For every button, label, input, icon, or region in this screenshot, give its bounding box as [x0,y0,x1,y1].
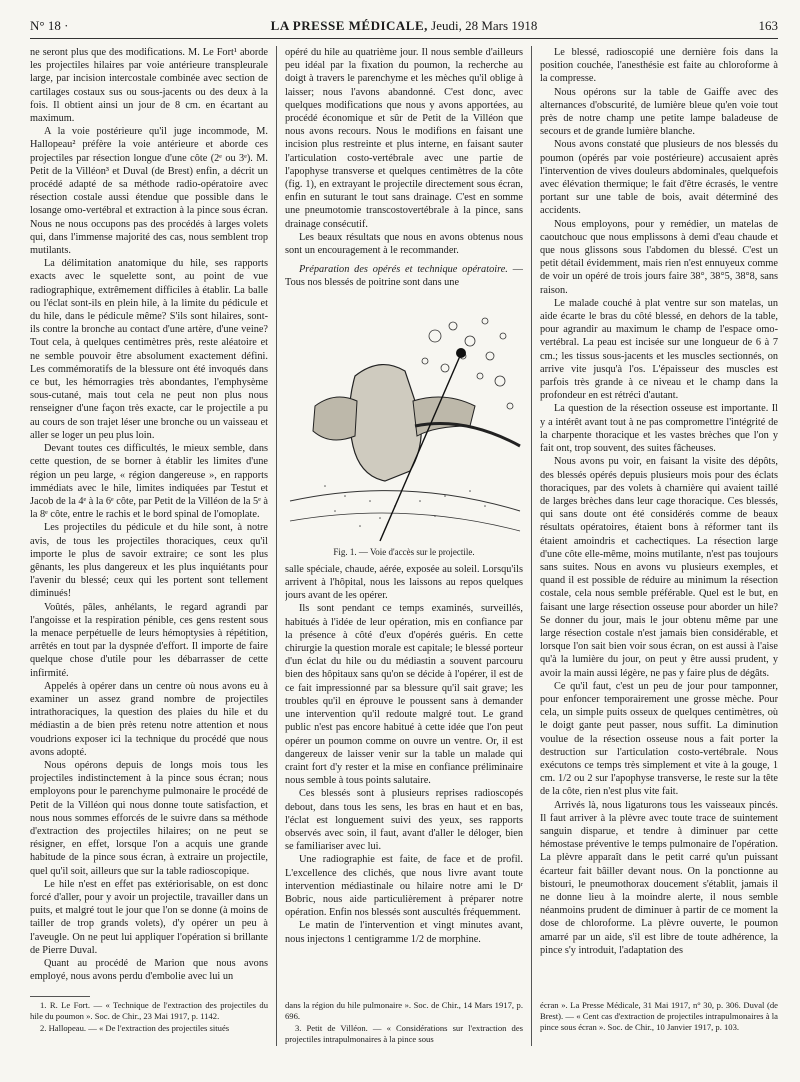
paragraph: opéré du hile au quatrième jour. Il nous semble d'ailleurs peu idéal par la fixation du poumon, la recherche au doigt à travers le parenchyme et les mèches qu'il oblige à laisser; nous l'avons abandonné. C'est donc, avec quelques modifications que nous y avons apportées, au procédé économique et sûr de Petit de la Villéon que nous avons recours. Nous le modifions en faisant une incision plus restreinte et plus interne, en faisant sauter l'articulation costo-vertébrale avec une partie de l'apophyse transverse et quelques centimètres de la côte (fig. 1), en extrayant le projectile directement sous écran, enfin en suturant le tout sans drainage. C'est en somme une pneumotomie transcostovertébrale à la pince, sans drainage consécutif. [285,47,523,230]
footnote: 3. Petit de Villéon. — « Considérations sur l'extraction des projectiles intrapulmonaires à la pince sous [285,1023,523,1044]
paragraph: Ces blessés sont à plusieurs reprises radioscopés debout, dans tous les sens, les bras en haut et en bas, l'éclat est longuement suivi des yeux, ses rapports observés avec soin, il faut, avant d'aller le déloger, bien se familiariser avec lui. [285,788,523,853]
paragraph: Appelés à opérer dans un centre où nous avons eu à examiner un assez grand nombre de projectiles intrathoraciques, la question des plaies du hile et du médiastin a de bien près retenu notre attention et nous voudrions exposer ici la technique du procédé que nous avons adopté. [30,680,268,758]
paragraph-text: — Tous nos blessés de poitrine sont dans une [285,264,523,289]
footnote: 1. R. Le Fort. — « Technique de l'extraction des projectiles du hile du poumon ». Soc. de Chir., 23 Mai 1917, p. 1142. [30,1000,268,1021]
paragraph: Ils sont pendant ce temps examinés, surveillés, habitués à l'idée de leur opération, mis en confiance par la présence à côté d'eux d'opérés guéris. En cette chirurgie la question morale est capitale; le blessé porteur d'un éclat du hile ou du médiastin a souvent parcouru bien des hôpitaux sans qu'on se décide à l'opérer, il est de ce fait impressionné par sa blessure qu'il sait grave; les troubles qu'il en éprouve le poussent sans à demander une intervention qu'il redoute malgré tout. Le grand public n'est pas encore habitué à cette idée que l'on peut opérer un poumon comme on ouvre un ventre. Or, il est dangereux de laisser venir sur la table un malade qui craint fort d'y rester et la mise en confiance préliminaire nous semble à tous points salutaire. [285,603,523,787]
journal-name: LA PRESSE MÉDICALE, [270,18,428,33]
figure-1 [285,296,523,559]
section-paragraph [285,263,523,289]
paragraph: Nous employons, pour y remédier, un matelas de caoutchouc que nous emplissons à demi d'eau chaude et que nous glissons sous l'abdomen du blessé. C'est un petit détail évidemment, mais rien n'est ennuyeux comme de voir un opéré de trois jours faire 38°, 38°5, 38°8, sans raison. [540,218,778,296]
footnotes-column-1 [30,1000,268,1035]
page-header [30,16,778,39]
page-number: 163 [758,18,778,33]
column-divider [531,46,532,1046]
anatomical-illustration [285,296,523,546]
paragraph: La question de la résection osseuse est importante. Il y a intérêt avant tout à ne pas compromettre l'intégrité de la charpente thoracique et les vastes brèches que l'on y fait ont, trop souvent, des suites fâcheuses. [540,403,778,455]
paragraph: Nous opérons sur la table de Gaiffe avec des alternances d'obscurité, de lumière bleue qu'en voie tout près de notre champ une petite lampe baladeuse de secours et de grande lumière blanche. [540,86,778,138]
paragraph: Nous opérons depuis de longs mois tous les projectiles indistinctement à la pince sous écran; nous employons pour le parenchyme pulmonaire le procédé de Petit de la Villéon qui nous donne toute satisfaction, et nous nous sommes efforcés de le suivre dans sa méthode d'extraction des projectiles hilaires; on ne peut se résigner, en effet, lorsque l'on a acquis une grande habitude de la pince sous écran, à extraire un projectile, quel qu'il soit, ailleurs que sur la table radioscopique. [30,759,268,877]
column-1 [30,46,268,994]
paragraph: Une radiographie est faite, de face et de profil. L'excellence des clichés, que nous livre avant toute intervention médiastinale ou hilaire notre ami le Dʳ Bobric, nous aide particulièrement à préparer notre opération. Enfin nos blessés sont auscultés fréquemment. [285,854,523,919]
paragraph: Le blessé, radioscopié une dernière fois dans la position couchée, l'anesthésie est faite au chloroforme à la compresse. [540,47,778,85]
paragraph: Le malade couché à plat ventre sur son matelas, un aide écarte le bras du côté blessé, en dehors de la table, pour agrandir au maximum le champ de l'espace omo-vertébral. La peau est incisée sur une longueur de 6 à 7 cm.; les tissus sous-jacents et les muscles sectionnés, on arrive vite jusqu'à l'os. L'épaisseur des muscles est parfois très grande à ce niveau et le champ dans la profondeur en est rétréci d'autant. [540,297,778,402]
paragraph: Voûtés, pâles, anhélants, le regard agrandi par l'angoisse et la respiration pénible, ces gens restent sous la menace perpétuelle de leurs hémoptysies à répétition, arrêtés en tout par la dyspnée d'effort. Il importe de faire quelque chose d'utile pour les débarrasser de cette infirmité. [30,601,268,679]
paragraph: Nous avons constaté que plusieurs de nos blessés du poumon (opérés par voie postérieure) accusaient après l'intervention de vives douleurs abdominales, quelquefois avec élévation thermique; le fait d'être écrasés, le ventre portant sur une table de bois, avait déterminé des accidents. [540,139,778,217]
section-heading: Préparation des opérés et technique opératoire. [299,264,508,276]
footnote: 2. Hallopeau. — « De l'extraction des projectiles situés [40,1023,230,1033]
paragraph: Le hile n'est en effet pas extériorisable, on est donc forcé d'aller, pour y avoir un projectile, travailler dans un puits, et malgré tout le jour que l'on se donne (à moins de tailler de trop grands volets), d'y opérer un peu à l'aveugle. On ne peut lui appliquer l'opération si brillante de Pierre Duval. [30,878,268,956]
column-divider [276,46,277,1046]
paragraph: Ce qu'il faut, c'est un peu de jour pour tamponner, pour enfoncer temporairement une grosse mèche. Pour cela, un simple puits osseux de quelques centimètres, où le doigt gante peut passer, nous suffit. La diminution voulue de la résection osseuse nous a fait porter la destruction sur l'articulation costo-vertébrale. Nous exécutons ce temps très simplement et vite à la gouge, 1 cm. 1/2 ou 2 sur l'apophyse transverse, le reste sur la tête de la côte, rien n'est plus vite fait. [540,680,778,798]
paragraph: Le matin de l'intervention et vingt minutes avant, nous injectons 1 centigramme 1/2 de morphine. [285,920,523,945]
paragraph: Quant au procédé de Marion que nous avons employé, nous avons perdu d'embolie avec lui un [30,958,268,983]
footnotes-column-3 [540,1000,778,1034]
paragraph: Les projectiles du pédicule et du hile sont, à notre avis, de tous les projectiles thoraciques, ceux qu'il importe le plus de savoir extraire; ce sont les plus gênants, les plus dangereux et les plus inquiétants pour l'avenir du blessé; ceux qui les portent sont tellement diminués! [30,522,268,600]
paragraph: A la voie postérieure qu'il juge incommode, M. Hallopeau² préfère la voie antérieure et aborde ces projectiles par résection longue d'une côte (2ᵉ ou 3ᵉ). M. Petit de la Villéon³ et Duval (de Brest) enfin, a décrit un procédé adapté de sa méthode radio-opératoire avec résection costale aussi étendue que possible dans le losange omo-vertébral et extraction à la pince sous écran. Nous ne nous occupons pas des procédés à larges volets qui, dans l'immense majorité des cas, nous semblent trop mutilants. [30,126,268,257]
paragraph: La délimitation anatomique du hile, ses rapports exacts avec le squelette sont, au point de vue radiographique, extrêmement difficiles à établir. La balle ou l'éclat sont-ils en plein hile, à la limite du pédicule et du hile, dans le pédicule même? S'ils sont hilaires, sont-ils contre la bronche au contact d'une artère, d'une veine? Tout cela, à quelques centimètres près, reste aléatoire et ne semble pouvoir être absolument exactement défini. Les commémoratifs de la blessure ont été invoqués dans ce but, les hémorragies très abondantes, l'emphysème sous-cutané, mais tout cela ne peut non plus nous renseigner d'une façon très exacte, car le projectile a pu au cours de son trajet léser une bronche ou un vaisseau et aller se loger un peu plus loin. [30,258,268,441]
paragraph: Arrivés là, nous ligaturons tous les vaisseaux pincés. Il faut arriver à la plèvre avec toute trace de suintement sanguin disparue, et tendre à diminuer par cette hémostase préventive le temps pulmonaire de l'opération. La plèvre apparaît dans le petit carré qu'un puissant écarteur fait bâiller devant nous. On la ponctionne au bistouri, le pneumothorax doucement s'établit, jamais il ne donne lieu à la moindre alerte, il nous semble néanmoins prudent de diminuer à partir de ce moment la dose de chloroforme. La plèvre ouverte, le poumon amarré par un aide, s'il est libre de toute adhérence, la pince s'y introduit, l'adaptation des [540,799,778,956]
footnote-separator [30,996,90,997]
journal-title [30,18,778,34]
paragraph: Devant toutes ces difficultés, le mieux semble, dans cette question, de se borner à établir les limites d'une région un peu large, « région dangereuse », en rapports immédiats avec le hile, limites indiquées par Testut et Jacob de la 4ᵉ à la 6ᵉ côte, par Petit de la Villéon de la 5ᵉ à la 8ᵉ côte, entre le rachis et le bord spinal de l'omoplate. [30,443,268,521]
footnote: écran ». La Presse Médicale, 31 Mai 1917, n° 30, p. 306. Duval (de Brest). — « Cent cas d'extraction de projectiles intrapulmonaires à la pince sous écran ». Soc. de Chir., 10 Janvier 1917, p. 103. [540,1000,778,1032]
issue-date: Jeudi, 28 Mars 1918 [431,18,538,33]
footnote: dans la région du hile pulmonaire ». Soc. de Chir., 14 Mars 1917, p. 696. [285,1000,523,1021]
paragraph: ne seront plus que des modifications. M. Le Fort¹ aborde les projectiles hilaires par voie antérieure transpleurale large, par incision intercostale combinée avec section de cartilages costaux sus ou sous-jacents ou des deux à la fois. Il obtient ainsi un jour de 8 cm. en écartant au maximum. [30,47,268,125]
paragraph: Nous avons pu voir, en faisant la visite des dépôts, des blessés opérés depuis plusieurs mois pour des éclats thoraciques, par des volets à charnière qui avaient taillé de larges brèches dans leur cage thoracique. Ces blessés, qui sans doute ont été considérés comme de beaux résultats opératoires, étaient bons à réformer tant ils étaient amoindris et cachectiques. La résection large d'une côte elle-même, moins mutilante, n'est pas toujours sans suites. Nous en avons vu plusieurs exemples, et quand il est possible de réduire au minimum la résection costale, cela nous semble préférable. Quel est le but, en faisant une large résection osseuse pour aborder un hile? Se donner du jour, mais le jour obtenu même par une large résection costale n'est jamais bien considérable, et lorsque l'on sait bien voir sous écran, on est aussi à l'aise qu'à la lumière du jour, on peut y être aussi prudent, y avoir la main aussi légère, ne pas y faire plus de dégâts. [540,456,778,679]
footnotes-column-2 [285,1000,523,1046]
figure-caption: Fig. 1. — Voie d'accès sur le projectile. [333,546,475,557]
issue-number: N° 18 · [30,18,69,33]
paragraph: salle spéciale, chaude, aérée, exposée au soleil. Lorsqu'ils arrivent à l'hôpital, nous les laissons au repos quelques jours avant de les opérer. [285,563,523,602]
column-3 [540,46,778,994]
column-2 [285,46,523,994]
paragraph: Les beaux résultats que nous en avons obtenus nous sont un encouragement à le recommander. [285,231,523,257]
